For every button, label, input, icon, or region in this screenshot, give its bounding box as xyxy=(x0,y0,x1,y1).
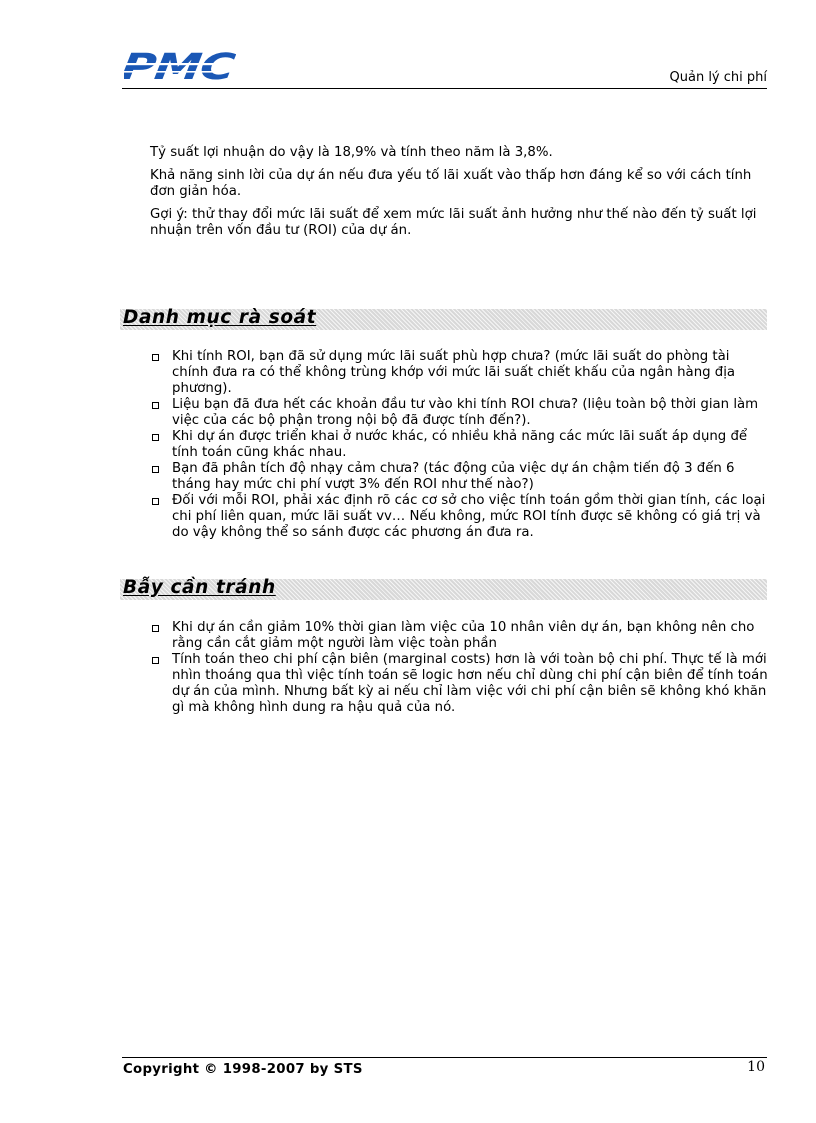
list-item: Liệu bạn đã đưa hết các khoản đầu tư vào khi tính ROI chưa? (liệu toàn bộ thời gian làm việc của các bộ phận trong nội bộ đã được tính đến?). xyxy=(150,397,768,429)
list-item: Khi dự án được triển khai ở nước khác, có nhiều khả năng các mức lãi suất áp dụng để tính toán cũng khác nhau. xyxy=(150,429,768,461)
header-title: Quản lý chi phí xyxy=(669,70,767,85)
svg-text:PMC: PMC xyxy=(124,50,211,82)
pmc-logo xyxy=(124,50,236,86)
list-item: Khi dự án cần giảm 10% thời gian làm việc của 10 nhân viên dự án, bạn không nên cho rằng cần cắt giảm một người làm việc toàn phần xyxy=(150,620,768,652)
list-item: Bạn đã phân tích độ nhạy cảm chưa? (tác động của việc dự án chậm tiến độ 3 đến 6 tháng hay mức chi phí vượt 3% đến ROI như thế nào?) xyxy=(150,461,768,493)
intro-paragraph: Khả năng sinh lời của dự án nếu đưa yếu tố lãi xuất vào thấp hơn đáng kể so với cách tính đơn giản hóa. xyxy=(150,168,752,199)
checklist-heading-bar xyxy=(120,309,767,330)
intro-paragraph: Tỷ suất lợi nhuận do vậy là 18,9% và tính theo năm là 3,8%. xyxy=(150,145,553,160)
page-header xyxy=(122,48,767,89)
pitfalls-list xyxy=(150,620,768,716)
checklist-heading: Danh mục rà soát xyxy=(123,307,317,328)
pitfalls-heading-bar xyxy=(120,579,767,600)
list-item: Khi tính ROI, bạn đã sử dụng mức lãi suất phù hợp chưa? (mức lãi suất do phòng tài chính đưa ra có thể không trùng khớp với mức lãi suất chiết khấu của ngân hàng địa phương). xyxy=(150,349,768,397)
page-number: 10 xyxy=(747,1059,765,1075)
list-item: Tính toán theo chi phí cận biên (marginal costs) hơn là với toàn bộ chi phí. Thực tế là mới nhìn thoáng qua thì việc tính toán sẽ logic hơn nếu chỉ dùng chi phí cận biên để tính toán dự án của mình. Nhưng bất kỳ ai nếu chỉ làm việc với chi phí cận biên sẽ không khó khăn gì mà không hình dung ra hậu quả của nó. xyxy=(150,652,768,716)
intro-paragraph: Gợi ý: thử thay đổi mức lãi suất để xem mức lãi suất ảnh hưởng như thế nào đến tỷ suất lợi nhuận trên vốn đầu tư (ROI) của dự án. xyxy=(150,207,757,238)
list-item: Đối với mỗi ROI, phải xác định rõ các cơ sở cho việc tính toán gồm thời gian tính, các loại chi phí liên quan, mức lãi suất vv… Nếu không, mức ROI tính được sẽ không có giá trị và do vậy không thể so sánh được các phương án đưa ra. xyxy=(150,493,768,541)
page-footer xyxy=(122,1057,767,1077)
checklist-list xyxy=(150,349,768,541)
copyright-text: Copyright © 1998-2007 by STS xyxy=(123,1062,363,1077)
intro-text xyxy=(150,145,770,246)
pitfalls-heading: Bẫy cần tránh xyxy=(123,577,276,598)
